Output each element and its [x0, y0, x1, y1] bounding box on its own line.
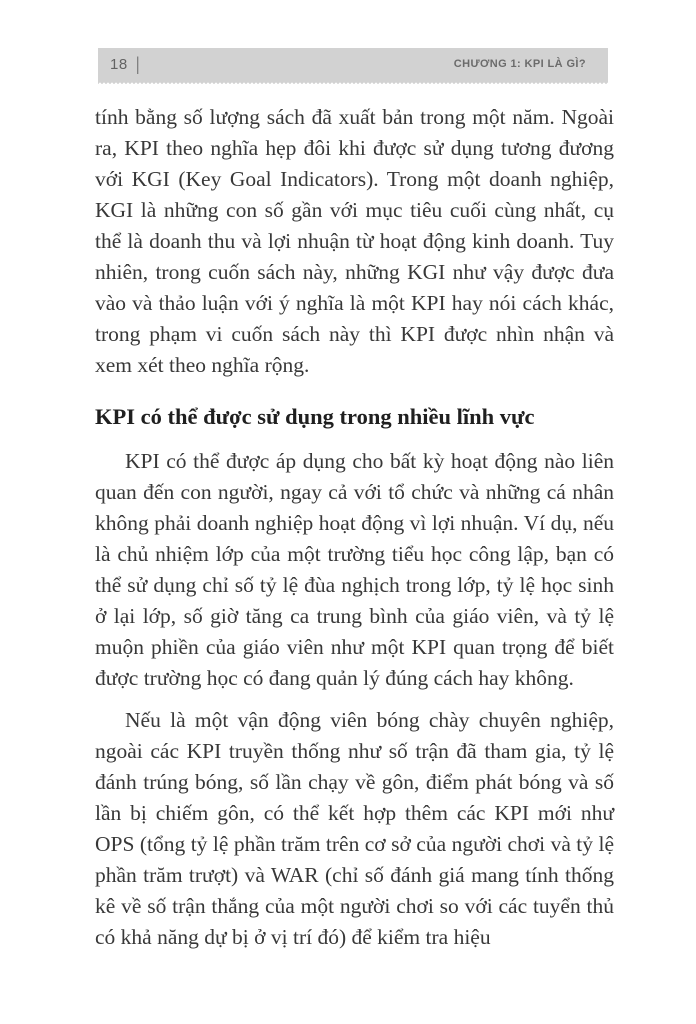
section-heading: KPI có thể được sử dụng trong nhiều lĩnh vực — [95, 404, 535, 429]
body-paragraph-1: tính bằng số lượng sách đã xuất bản trong một năm. Ngoài ra, KPI theo nghĩa hẹp đôi khi được sử dụng tương đương với KGI (Key Goal Indicators). Trong một doanh nghiệp, KGI là những con số gần với mục tiêu cuối cùng nhất, cụ thể là doanh thu và lợi nhuận từ hoạt động kinh doanh. Tuy nhiên, trong cuốn sách này, những KGI như vậy được đưa vào và thảo luận với ý nghĩa là một KPI hay nói cách khác, trong phạm vi cuốn sách này thì KPI được nhìn nhận và xem xét theo nghĩa rộng. — [95, 105, 614, 377]
page-number-block — [110, 53, 141, 75]
page-number: 18 — [110, 55, 128, 73]
header-separator: | — [135, 53, 141, 75]
body-paragraph-2: KPI có thể được áp dụng cho bất kỳ hoạt động nào liên quan đến con người, ngay cả với tổ chức và những cá nhân không phải doanh nghiệp hoạt động vì lợi nhuận. Ví dụ, nếu là chủ nhiệm lớp của một trường tiểu học công lập, bạn có thể sử dụng chỉ số tỷ lệ đùa nghịch trong lớp, tỷ lệ học sinh ở lại lớp, số giờ tăng ca trung bình của giáo viên, và tỷ lệ muộn phiền của giáo viên như một KPI quan trọng để biết được trường học có đang quản lý đúng cách hay không. — [95, 449, 614, 690]
page-header — [98, 48, 608, 80]
body-paragraph-3: Nếu là một vận động viên bóng chày chuyên nghiệp, ngoài các KPI truyền thống như số trận đã tham gia, tỷ lệ đánh trúng bóng, số lần chạy về gôn, điểm phát bóng và số lần bị chiếm gôn, có thể kết hợp thêm các KPI mới như OPS (tổng tỷ lệ phần trăm trên cơ sở của người chơi và tỷ lệ phần trăm trượt) và WAR (chỉ số đánh giá mang tính thống kê về số trận thắng của một người chơi so với các tuyển thủ có khả năng dự bị ở vị trí đó) để kiểm tra hiệu — [95, 708, 614, 949]
page-body — [95, 102, 614, 964]
chapter-title: CHƯƠNG 1: KPI LÀ GÌ? — [453, 58, 586, 70]
